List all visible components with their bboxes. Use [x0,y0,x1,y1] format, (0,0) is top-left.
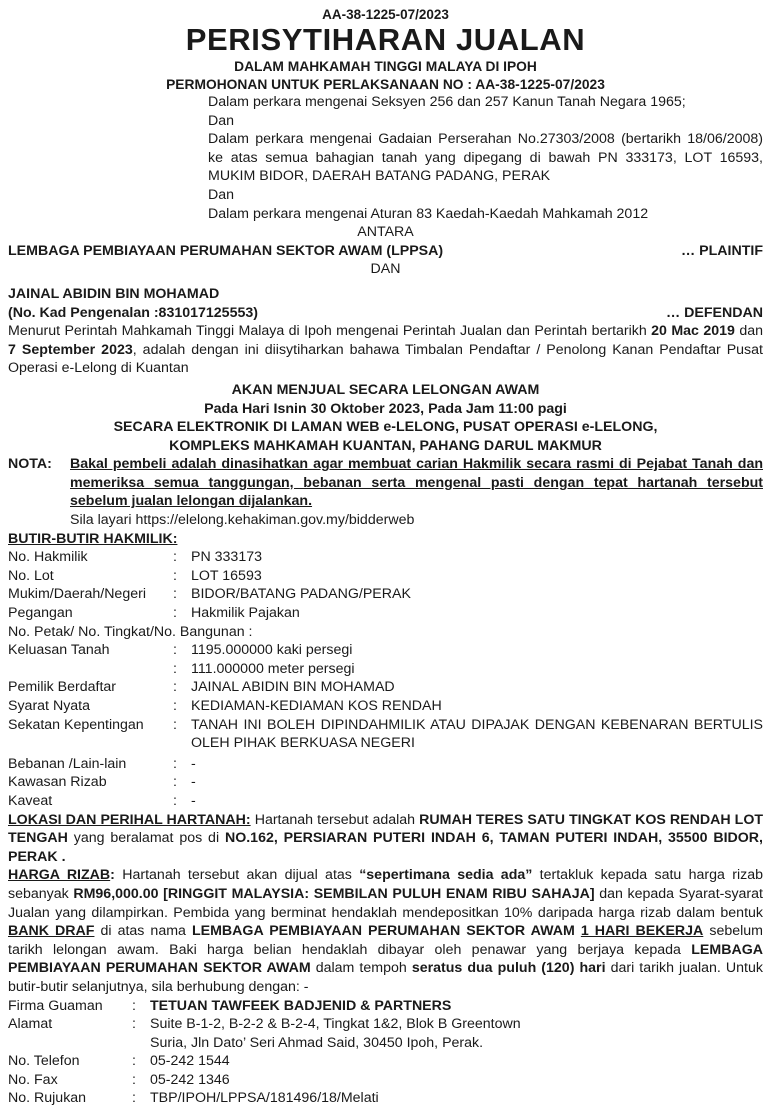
reserve-price-label: HARGA RIZAB [8,867,110,883]
law-firm-name: TETUAN TAWFEEK BADJENID & PARTNERS [150,997,763,1016]
detail-label: No. Hakmilik [8,548,173,567]
detail-label: Syarat Nyata [8,697,173,716]
detail-value: KEDIAMAN-KEDIAMAN KOS RENDAH [191,697,763,716]
contact-row [8,1052,763,1071]
detail-row [8,678,763,697]
reserve-price-colon: : [110,867,115,883]
detail-row [8,641,763,660]
payment-period: seratus dua puluh (120) hari [412,960,606,976]
application-number: PERMOHONAN UNTUK PERLAKSANAAN NO : AA-38-1225-07/2023 [8,76,763,94]
detail-label: Kawasan Rizab [8,773,173,792]
detail-value: - [191,773,763,792]
nota-label: NOTA: [8,455,70,529]
defendant-row [8,304,763,323]
detail-row [8,697,763,716]
contact-label: No. Rujukan [8,1089,132,1108]
nota-block [8,455,763,529]
contact-row [8,1071,763,1090]
conjunction-dan: Dan [208,186,763,205]
detail-label: No. Lot [8,567,173,586]
reference-number: AA-38-1225-07/2023 [8,6,763,23]
sale-line-2: Pada Hari Isnin 30 Oktober 2023, Pada Jam 11:00 pagi [8,400,763,419]
detail-row: No. Petak/ No. Tingkat/No. Bangunan : [8,623,763,642]
nota-text: Bakal pembeli adalah dinasihatkan agar membuat carian Hakmilik secara rasmi di Pejabat Tanah dan memeriksa semua tanggungan, bebanan serta mengenal pasti dengan tepat hartanah tersebut sebelum jualan lelongan dijalankan. [70,455,763,511]
contact-colon: : [132,1071,150,1090]
detail-value: PN 333173 [191,548,763,567]
intro-text: Menurut Perintah Mahkamah Tinggi Malaya di Ipoh mengenai Perintah Jualan dan Perintah bertarikh [8,323,651,339]
price-text: dari tarikh jualan. Untuk butir-butir selanjutnya, sila berhubung dengan: - [8,960,763,995]
sale-line-1: AKAN MENJUAL SECARA LELONGAN AWAM [8,381,763,400]
detail-colon: : [173,773,191,792]
conjunction-dan: Dan [208,112,763,131]
payee-name: LEMBAGA PEMBIAYAAN PERUMAHAN SEKTOR AWAM [8,942,763,977]
detail-colon: : [173,548,191,567]
contact-row [8,997,763,1016]
detail-row [8,585,763,604]
detail-value: 111.000000 meter persegi [191,660,763,679]
contact-label: Alamat [8,1015,132,1034]
contact-colon: : [132,1015,150,1034]
intro-paragraph [8,322,763,378]
detail-value: - [191,792,763,811]
price-text: dalam tempoh [311,960,412,976]
detail-colon: : [173,755,191,774]
contact-colon: : [132,1052,150,1071]
order-date-2: 7 September 2023 [8,342,133,358]
address-line-1: Suite B-1-2, B-2-2 & B-2-4, Tingkat 1&2, Blok B Greentown [150,1015,763,1034]
location-text: Hartanah tersebut adalah [251,812,420,828]
contact-row [8,1089,763,1108]
antara-label: ANTARA [8,223,763,242]
intro-text: , adalah dengan ini diisytiharkan bahawa Timbalan Pendaftar / Penolong Kanan Pendaftar Pusat Operasi e-Lelong di Kuantan [8,342,763,377]
detail-label: Mukim/Daerah/Negeri [8,585,173,604]
detail-colon: : [173,792,191,811]
address-line-2: Suria, Jln Dato’ Seri Ahmad Said, 30450 Ipoh, Perak. [150,1034,763,1053]
detail-colon: : [173,697,191,716]
detail-value: TANAH INI BOLEH DIPINDAHMILIK ATAU DIPAJAK DENGAN KEBENARAN BERTULIS OLEH PIHAK BERKUASA NEGERI [191,716,763,753]
detail-row [8,660,763,679]
detail-label: Pemilik Berdaftar [8,678,173,697]
page-title: PERISYTIHARAN JUALAN [8,24,763,56]
deposit-deadline: 1 HARI BEKERJA [581,923,703,939]
title-details-table [8,548,763,810]
defendant-role: … DEFENDAN [666,304,763,323]
contact-label: No. Fax [8,1071,132,1090]
reference-code: TBP/IPOH/LPPSA/181496/18/Melati [150,1089,763,1108]
detail-value: BIDOR/BATANG PADANG/PERAK [191,585,763,604]
location-text: yang beralamat pos di [68,830,225,846]
detail-row [8,604,763,623]
phone-number: 05-242 1544 [150,1052,763,1071]
detail-row [8,567,763,586]
order-date-1: 20 Mac 2019 [651,323,735,339]
detail-colon: : [173,585,191,604]
contact-row [8,1034,763,1053]
detail-value: 1195.000000 kaki persegi [191,641,763,660]
plaintiff-role: … PLAINTIF [681,242,763,261]
contact-label: No. Telefon [8,1052,132,1071]
detail-colon: : [173,716,191,753]
contact-row [8,1015,763,1034]
contact-table [8,997,763,1108]
as-is-term: “sepertimana sedia ada” [359,867,532,883]
detail-label: Bebanan /Lain-lain [8,755,173,774]
matters-block [8,93,763,223]
court-name: DALAM MAHKAMAH TINGGI MALAYA DI IPOH [8,58,763,76]
sale-notice [8,6,763,1108]
matter-3: Dalam perkara mengenai Aturan 83 Kaedah-Kaedah Mahkamah 2012 [208,205,763,224]
bank-draft: BANK DRAF [8,923,94,939]
matter-1: Dalam perkara mengenai Seksyen 256 dan 257 Kanun Tanah Negara 1965; [208,93,763,112]
detail-label: Sekatan Kepentingan [8,716,173,753]
plaintiff-row [8,242,763,261]
detail-colon: : [173,678,191,697]
property-location [8,811,763,867]
payee-name: LEMBAGA PEMBIAYAAN PERUMAHAN SEKTOR AWAM [192,923,575,939]
detail-row [8,716,763,753]
price-text: sebelum tarikh lelongan awam. Baki harga belian hendaklah dibayar oleh penawar yang berjaya kepada [8,923,763,958]
defendant-ic: (No. Kad Pengenalan :831017125553) [8,304,258,323]
detail-colon: : [173,660,191,679]
contact-label: Firma Guaman [8,997,132,1016]
plaintiff-name: LEMBAGA PEMBIAYAAN PERUMAHAN SEKTOR AWAM (LPPSA) [8,242,443,261]
property-address: NO.162, PERSIARAN PUTERI INDAH 6, TAMAN PUTERI INDAH, 35500 BIDOR, PERAK . [8,830,763,865]
fax-number: 05-242 1346 [150,1071,763,1090]
detail-row [8,792,763,811]
title-details-heading: BUTIR-BUTIR HAKMILIK: [8,530,763,549]
sale-line-4: KOMPLEKS MAHKAMAH KUANTAN, PAHANG DARUL MAKMUR [8,437,763,456]
detail-value: JAINAL ABIDIN BIN MOHAMAD [191,678,763,697]
detail-label: Pegangan [8,604,173,623]
contact-colon: : [132,997,150,1016]
detail-colon: : [173,567,191,586]
detail-colon: : [173,641,191,660]
price-text: Hartanah tersebut akan dijual atas [115,867,359,883]
defendant-name: JAINAL ABIDIN BIN MOHAMAD [8,285,763,304]
nota-link[interactable]: Sila layari https://elelong.kehakiman.gov.my/bidderweb [70,511,763,530]
detail-row [8,773,763,792]
detail-row [8,755,763,774]
detail-value: - [191,755,763,774]
reserve-amount: RM96,000.00 [RINGGIT MALAYSIA: SEMBILAN PULUH ENAM RIBU SAHAJA] [73,886,594,902]
price-text: tertakluk kepada satu harga rizab sebanyak [8,867,763,902]
dan-label: DAN [8,260,763,279]
sale-line-3: SECARA ELEKTRONIK DI LAMAN WEB e-LELONG, PUSAT OPERASI e-LELONG, [8,418,763,437]
matter-2: Dalam perkara mengenai Gadaian Perserahan No.27303/2008 (bertarikh 18/06/2008) ke atas semua bahagian tanah yang dipegang di bawah PN 333173, LOT 16593, MUKIM BIDOR, DAERAH BATANG PADANG, PERAK [208,130,763,186]
reserve-price [8,866,763,996]
detail-label: Keluasan Tanah [8,641,173,660]
detail-value: Hakmilik Pajakan [191,604,763,623]
detail-colon: : [173,604,191,623]
intro-text: dan [735,323,763,339]
price-text: dan kepada Syarat-syarat Jualan yang dilampirkan. Pembida yang berminat hendaklah mendepositkan 10% daripada harga rizab dalam bentuk [8,886,763,921]
price-text: di atas nama [94,923,192,939]
sale-heading [8,381,763,455]
detail-label: Kaveat [8,792,173,811]
location-label: LOKASI DAN PERIHAL HARTANAH: [8,812,251,828]
detail-row [8,548,763,567]
property-type: RUMAH TERES SATU TINGKAT KOS RENDAH LOT TENGAH [8,812,763,847]
contact-colon: : [132,1089,150,1108]
detail-value: LOT 16593 [191,567,763,586]
